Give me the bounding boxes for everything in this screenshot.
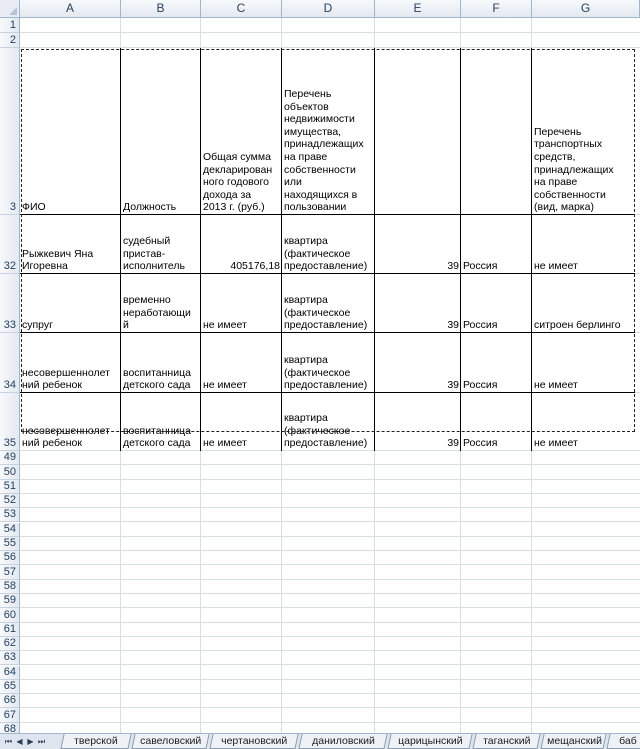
row-header[interactable]: 55 xyxy=(0,537,20,551)
cell-c[interactable]: не имеет xyxy=(203,319,247,332)
sheet-tab[interactable] xyxy=(606,734,640,749)
grid-row-line xyxy=(20,537,640,551)
grid-row-line xyxy=(20,666,640,680)
grid-row-line xyxy=(20,465,640,479)
grid-row-line xyxy=(20,723,640,733)
grid-row-line xyxy=(20,523,640,537)
column-header-f[interactable]: F xyxy=(461,0,532,18)
cell-e[interactable]: 39 xyxy=(447,379,459,392)
cell-c[interactable]: 405176,18 xyxy=(230,260,280,273)
row-header[interactable]: 62 xyxy=(0,637,20,651)
row-header[interactable]: 63 xyxy=(0,651,20,665)
cell-e[interactable]: 39 xyxy=(447,319,459,332)
row-header[interactable]: 51 xyxy=(0,480,20,494)
cell-b[interactable]: воспитанница детского сада xyxy=(123,424,191,450)
table-row-border xyxy=(20,273,635,274)
cell-a[interactable]: Рыжкевич Яна Игоревна xyxy=(22,247,94,273)
sheet-tab[interactable] xyxy=(540,734,606,749)
column-header-e[interactable]: E xyxy=(375,0,461,18)
sheet-tab-label: савеловский xyxy=(140,735,202,747)
cell-c[interactable]: не имеет xyxy=(203,437,247,450)
row-header[interactable]: 35 xyxy=(0,393,20,451)
table-column-border xyxy=(281,48,282,451)
cell-c[interactable]: Общая сумма декларирован ного годового дохода за 2013 г. (руб.) xyxy=(203,151,273,214)
cell-b[interactable]: судебный пристав- исполнитель xyxy=(123,235,185,273)
table-column-border xyxy=(531,48,532,451)
row-header[interactable]: 57 xyxy=(0,565,20,579)
grid-row-line xyxy=(20,480,640,494)
grid-row-line xyxy=(20,708,640,722)
cell-b[interactable]: временно неработающи й xyxy=(123,294,191,332)
row-header[interactable]: 49 xyxy=(0,451,20,465)
row-header[interactable]: 68 xyxy=(0,723,20,733)
cell-a[interactable]: несовершеннолет ний ребенок xyxy=(22,424,110,450)
table-column-border xyxy=(460,48,461,451)
cell-g[interactable]: не имеет xyxy=(534,260,578,273)
cell-a[interactable]: ФИО xyxy=(22,201,46,214)
cell-d[interactable]: квартира (фактическое предоставление) xyxy=(284,412,368,450)
grid-row-line xyxy=(20,694,640,708)
sheet-tab-label: мещанский xyxy=(547,735,603,747)
cell-a[interactable]: супруг xyxy=(22,319,53,332)
sheet-tab[interactable] xyxy=(472,734,540,749)
row-header[interactable]: 58 xyxy=(0,580,20,594)
row-header[interactable]: 59 xyxy=(0,594,20,608)
prev-sheet-icon[interactable]: ◀ xyxy=(16,737,23,746)
sheet-tab-label: даниловский xyxy=(311,735,375,747)
sheet-tab[interactable] xyxy=(60,734,131,749)
sheet-tab-label: царицынский xyxy=(397,735,463,747)
cell-d[interactable]: квартира (фактическое предоставление) xyxy=(284,294,368,332)
row-header[interactable]: 32 xyxy=(0,215,20,274)
grid-row-line xyxy=(20,508,640,522)
table-row-border xyxy=(20,332,635,333)
grid-row-line xyxy=(20,651,640,665)
cell-g[interactable]: ситроен берлинго xyxy=(534,319,621,332)
corner-triangle-icon xyxy=(9,7,17,15)
grid-row-line xyxy=(20,18,640,33)
row-header[interactable]: 66 xyxy=(0,694,20,708)
cell-f[interactable] xyxy=(461,48,532,215)
row-header[interactable]: 64 xyxy=(0,666,20,680)
sheet-tab[interactable] xyxy=(298,734,387,749)
row-header[interactable]: 1 xyxy=(0,18,20,33)
row-header[interactable]: 56 xyxy=(0,551,20,565)
first-sheet-icon[interactable]: ⏮ xyxy=(4,737,13,746)
cell-d[interactable]: квартира (фактическое предоставление) xyxy=(284,354,368,392)
grid-row-line xyxy=(20,580,640,594)
grid-row-line xyxy=(20,494,640,508)
row-header[interactable]: 2 xyxy=(0,33,20,48)
table-column-border xyxy=(374,48,375,451)
sheet-tab-label: чертановский xyxy=(221,735,288,747)
last-sheet-icon[interactable]: ⏭ xyxy=(37,737,46,746)
cell-b[interactable]: Должность xyxy=(123,201,177,214)
grid-row-line xyxy=(20,551,640,565)
sheet-tab-label: баб xyxy=(619,735,637,747)
grid-row-line xyxy=(20,637,640,651)
cell-f[interactable]: Россия xyxy=(463,260,498,273)
grid-row-line xyxy=(20,565,640,579)
row-header[interactable]: 54 xyxy=(0,523,20,537)
grid-row-line xyxy=(20,33,640,48)
column-header-a[interactable]: A xyxy=(20,0,121,18)
row-header[interactable]: 33 xyxy=(0,274,20,333)
grid-row-line xyxy=(20,623,640,637)
grid-row-line xyxy=(20,451,640,465)
row-header[interactable]: 60 xyxy=(0,608,20,622)
sheet-tab-bar xyxy=(0,733,640,749)
cell-d[interactable]: Перечень объектов недвижимости имущества, принадлежащих на праве собственности или находящихся в пользовании xyxy=(284,88,364,214)
row-header[interactable]: 65 xyxy=(0,680,20,694)
grid-row-line xyxy=(20,608,640,622)
table-column-border xyxy=(120,48,121,451)
row-header[interactable]: 34 xyxy=(0,333,20,393)
table-row-border xyxy=(20,392,635,393)
cell-g[interactable]: Перечень транспортных средств, принадлежащих на праве собственности (вид, марка) xyxy=(534,125,614,214)
cell-f[interactable]: Россия xyxy=(463,319,498,332)
cell-b[interactable]: воспитанница детского сада xyxy=(123,366,191,392)
column-header-c[interactable]: C xyxy=(201,0,282,18)
row-header[interactable]: 53 xyxy=(0,508,20,522)
cell-f[interactable]: Россия xyxy=(463,437,498,450)
cell-f[interactable]: Россия xyxy=(463,379,498,392)
sheet-tab[interactable] xyxy=(131,734,209,749)
row-header[interactable]: 50 xyxy=(0,465,20,479)
table-row-border xyxy=(20,214,635,215)
next-sheet-icon[interactable]: ▶ xyxy=(27,737,34,746)
cell-e[interactable]: 39 xyxy=(447,260,459,273)
cell-a[interactable]: несовершеннолет ний ребенок xyxy=(22,366,110,392)
column-header-b[interactable]: B xyxy=(121,0,201,18)
cell-d[interactable]: квартира (фактическое предоставление) xyxy=(284,235,368,273)
grid-row-line xyxy=(20,680,640,694)
cell-e[interactable] xyxy=(375,48,461,215)
cell-e[interactable]: 39 xyxy=(447,437,459,450)
row-header[interactable]: 3 xyxy=(0,48,20,215)
cell-g[interactable]: не имеет xyxy=(534,379,578,392)
cell-g[interactable]: не имеет xyxy=(534,437,578,450)
column-header-g[interactable]: G xyxy=(532,0,640,18)
sheet-tab-label: таганский xyxy=(482,735,531,747)
table-column-border xyxy=(200,48,201,451)
row-header[interactable]: 67 xyxy=(0,708,20,722)
row-header[interactable]: 52 xyxy=(0,494,20,508)
row-header[interactable]: 61 xyxy=(0,623,20,637)
grid-row-line xyxy=(20,594,640,608)
sheet-tab[interactable] xyxy=(387,734,472,749)
sheet-tab[interactable] xyxy=(209,734,298,749)
sheet-tab-label: тверской xyxy=(74,735,118,747)
cell-c[interactable]: не имеет xyxy=(203,379,247,392)
select-all-corner[interactable] xyxy=(0,0,20,18)
column-header-d[interactable]: D xyxy=(282,0,375,18)
